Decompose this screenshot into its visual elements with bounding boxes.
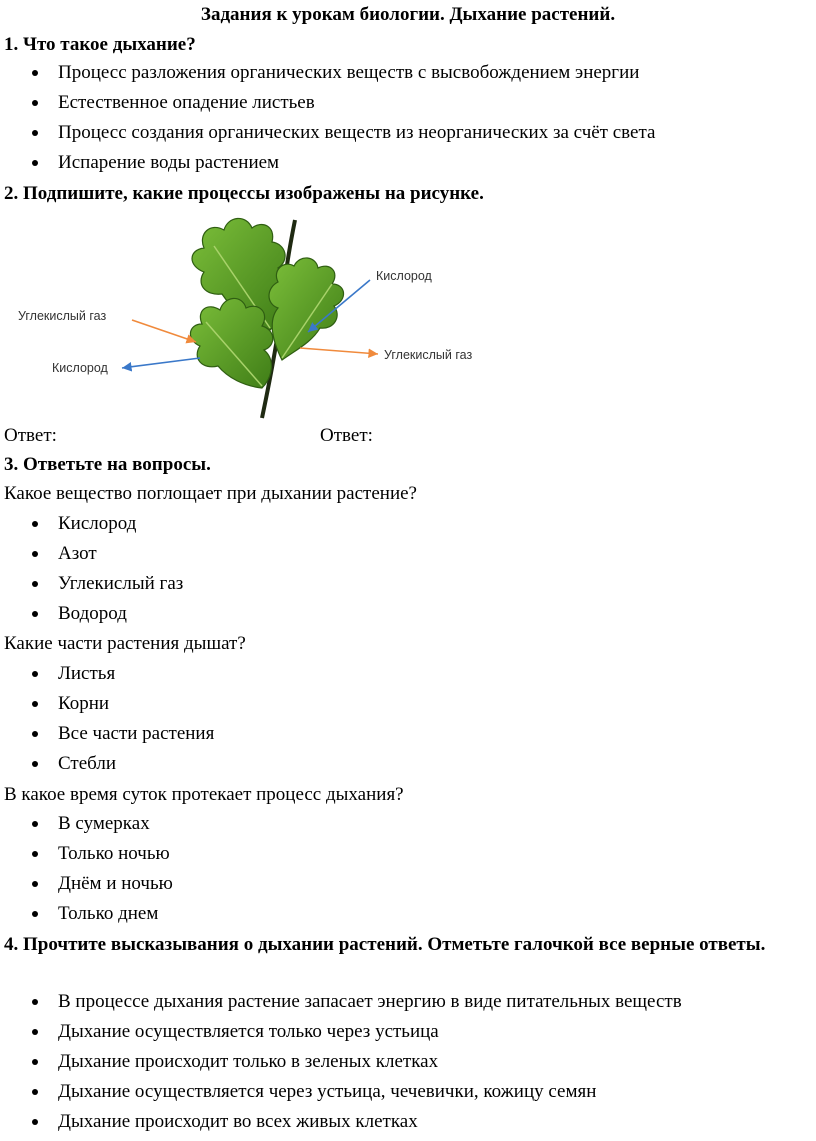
- leaf-shape-right: [269, 258, 344, 360]
- page-title: Задания к урокам биологии. Дыхание растений.: [200, 4, 616, 25]
- option-item[interactable]: Дыхание происходит во всех живых клетках: [0, 1110, 682, 1140]
- option-item[interactable]: Углекислый газ: [0, 572, 183, 602]
- question-3-sub-3: В какое время суток протекает процесс дыхания?: [4, 784, 404, 805]
- arrow-co2-in: [132, 320, 196, 342]
- option-item[interactable]: Процесс создания органических веществ из неорганических за счёт света: [0, 121, 655, 151]
- question-3-sub-1: Какое вещество поглощает при дыхании растение?: [4, 483, 417, 504]
- option-item[interactable]: Днём и ночью: [0, 872, 173, 902]
- oak-leaf-respiration-figure: [0, 210, 540, 425]
- question-3-heading: 3. Ответьте на вопросы.: [4, 454, 211, 475]
- label-co2-right: Углекислый газ: [384, 348, 473, 362]
- question-2-heading: 2. Подпишите, какие процессы изображены на рисунке.: [4, 183, 484, 204]
- question-3-sub-1-options: [0, 512, 183, 632]
- arrow-oxygen-out: [122, 358, 200, 368]
- option-item[interactable]: Азот: [0, 542, 183, 572]
- option-item[interactable]: Процесс разложения органических веществ с высвобождением энергии: [0, 61, 655, 91]
- leaf-shape-left: [190, 298, 272, 388]
- option-item[interactable]: Корни: [0, 692, 214, 722]
- answer-left-label: Ответ:: [4, 425, 57, 446]
- option-item[interactable]: Дыхание осуществляется только через устьица: [0, 1020, 682, 1050]
- option-item[interactable]: Стебли: [0, 752, 214, 782]
- option-item[interactable]: Водород: [0, 602, 183, 632]
- option-item[interactable]: Дыхание осуществляется через устьица, чечевички, кожицу семян: [0, 1080, 682, 1110]
- label-co2-left: Углекислый газ: [18, 309, 107, 323]
- question-4-heading: 4. Прочтите высказывания о дыхании растений. Отметьте галочкой все верные ответы.: [4, 934, 766, 955]
- option-item[interactable]: В процессе дыхания растение запасает энергию в виде питательных веществ: [0, 990, 682, 1020]
- question-3-sub-2-options: [0, 662, 214, 782]
- label-oxygen-right: Кислород: [376, 269, 432, 283]
- option-item[interactable]: Испарение воды растением: [0, 151, 655, 181]
- option-item[interactable]: Кислород: [0, 512, 183, 542]
- option-item[interactable]: Естественное опадение листьев: [0, 91, 655, 121]
- option-item[interactable]: Дыхание происходит только в зеленых клетках: [0, 1050, 682, 1080]
- arrow-co2-out: [300, 348, 378, 354]
- option-item[interactable]: Листья: [0, 662, 214, 692]
- question-3-sub-3-options: [0, 812, 173, 932]
- option-item[interactable]: Все части растения: [0, 722, 214, 752]
- answer-right-label: Ответ:: [320, 425, 373, 446]
- question-4-options: [0, 990, 682, 1140]
- option-item[interactable]: Только днем: [0, 902, 173, 932]
- option-item[interactable]: В сумерках: [0, 812, 173, 842]
- label-oxygen-left: Кислород: [52, 361, 108, 375]
- option-item[interactable]: Только ночью: [0, 842, 173, 872]
- question-1-heading: 1. Что такое дыхание?: [4, 34, 196, 55]
- question-3-sub-2: Какие части растения дышат?: [4, 633, 246, 654]
- question-1-options: [0, 61, 655, 181]
